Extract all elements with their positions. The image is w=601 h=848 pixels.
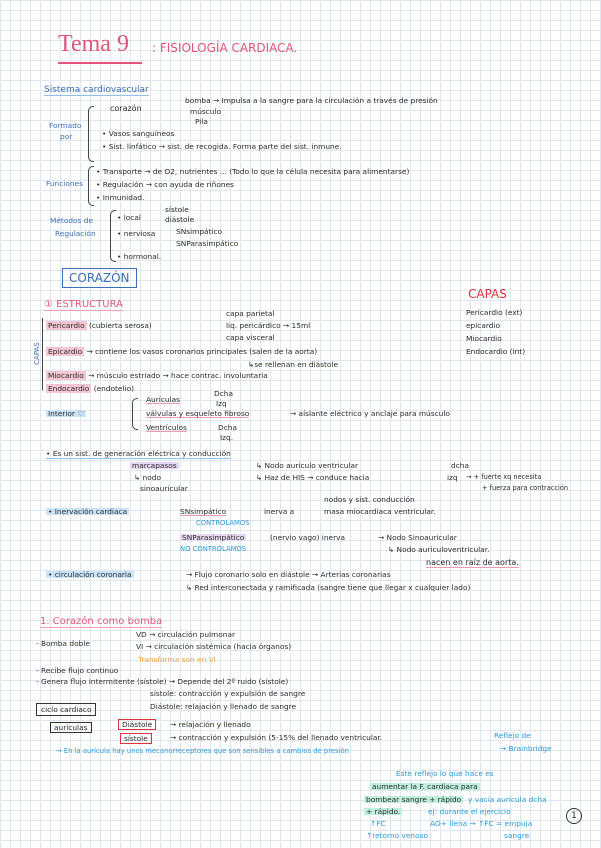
capas-item: Endocardio (int) <box>466 347 526 356</box>
capas-side-label: CAPAS <box>32 342 41 365</box>
hormonal-text: • hormonal. <box>117 252 162 261</box>
snsimpatico-text: SNsimpático <box>176 227 223 236</box>
endocardio-term: Endocardio <box>48 384 90 393</box>
nodo-av: ↳ Nodo auriculo ventricular <box>256 461 359 470</box>
inerv-nodo-av: ↳ Nodo auriculoventricular. <box>388 545 490 554</box>
aur-dcha: Dcha <box>214 389 233 398</box>
reflejo-fc: ↑FC <box>370 819 386 828</box>
diastole-box: Diástole <box>118 719 156 730</box>
transporte-text: • Transporte → de O2, nutrientes ... (Todo lo que la célula necesita para alimentarse) <box>96 167 410 176</box>
epicardio-row <box>46 348 317 355</box>
formado-label-1: Formado <box>49 121 82 130</box>
haz-fuerte: → + fuerte xq necesita <box>466 473 542 481</box>
page-number: 1 <box>566 808 582 824</box>
bomba-doble: - Bomba doble <box>36 639 90 648</box>
pila-text: Pila <box>195 117 208 126</box>
bomba-vd: VD → circulación pulmonar <box>136 630 236 639</box>
brainbridge: → Brainbridge <box>500 744 552 753</box>
reflejo-retorno: ↑retorno venoso <box>366 831 428 840</box>
endocardio-desc: (endotelio) <box>93 384 134 393</box>
ciclo-diastole: Diástole: relajación y llenado de sangre <box>150 702 297 711</box>
corazon-item: corazón <box>110 104 142 113</box>
funciones-brace <box>88 166 94 206</box>
electrico-intro-text: • Es un sist. de generación eléctrica y conducción <box>46 449 231 458</box>
snparasimpatico-text: SNParasimpático <box>176 239 239 248</box>
haz-his: ↳ Haz de HIS → conduce hacia <box>256 473 370 482</box>
nodos-conduccion: nodos y sist. conducción <box>324 495 415 504</box>
mecanorreceptores: → En la aurícula hay unos mecanorreceptores que son sensibles a cambios de presión <box>56 747 349 755</box>
bomba-heading: 1. Corazón como bomba <box>40 616 163 627</box>
reflejo-vacia: y vacía aurícula dcha <box>468 795 547 804</box>
inervacion-label: • Inervación cardiaca <box>48 507 128 516</box>
circulacion-label: • circulación coronaria <box>48 570 132 579</box>
reflejo-aumentar: aumentar la F. cardiaca para <box>372 782 478 791</box>
sistema-heading: Sistema cardiovascular <box>44 85 149 95</box>
auriculas-term: Aurículas <box>146 395 181 404</box>
bomba-text: bomba → Impulsa a la sangre para la circulación a través de presión <box>185 96 438 105</box>
nacen-aorta: nacen en raíz de aorta. <box>426 558 519 567</box>
valvulas-desc: → aíslante eléctrico y anclaje para músculo <box>290 409 450 418</box>
circulacion-red: ↳ Red interconectada y ramificada (sangre tiene que llegar x cualquier lado) <box>186 583 471 592</box>
no-controlamos: NO CONTROLAMOS <box>180 545 247 553</box>
estructura-heading: ① ESTRUCTURA <box>44 299 123 310</box>
epicardio-term: Epicardio <box>48 347 83 356</box>
diastole-text: diástole <box>165 215 195 224</box>
nervio-vago: (nervio vago) inerva <box>270 533 346 542</box>
reflejo-formula: AO+ llena → ↑FC = empuja <box>430 819 533 828</box>
inmunidad-text: • Inmunidad. <box>96 193 145 202</box>
reflejo-sangre: sangre <box>504 831 530 840</box>
sistole-desc: → contracción y expulsión (5-15% del llenado ventricular. <box>170 733 383 742</box>
vasos-text: • Vasos sanguíneos <box>102 129 175 138</box>
capas-item: epicardio <box>466 321 501 330</box>
liq-pericardico: liq. pericárdico → 15ml <box>226 321 311 330</box>
sist-electrico-intro <box>46 450 231 457</box>
reflejo-este: Este reflejo lo que hace es <box>396 769 494 778</box>
corazon-box: CORAZÓN <box>62 268 137 288</box>
metodos-label-2: Regulación <box>55 229 96 238</box>
se-rellenan: ↳se rellenan en diástole <box>248 360 338 369</box>
metodos-brace <box>110 210 116 262</box>
inerv-snsimpatico: SNsimpático <box>180 507 227 516</box>
auriculas-box: aurículas <box>50 722 92 733</box>
funciones-label: Funciones <box>46 179 83 188</box>
bomba-recibe: - Recibe flujo continuo <box>36 666 119 675</box>
formado-label-2: por <box>60 132 73 141</box>
reflejo-rapido: + rápido. <box>366 807 401 816</box>
capas-title: CAPAS <box>468 287 507 301</box>
pericardio-term: Pericardio <box>48 321 85 330</box>
ciclo-sistole: sístole: contracción y expulsión de sangre <box>150 689 306 698</box>
marcapasos: marcapasos <box>132 461 177 470</box>
nodo-sa-2: sinoauricular <box>140 484 188 493</box>
epicardio-desc: → contiene los vasos coronarios principales (salen de la aorta) <box>86 347 318 356</box>
pericardio-desc: (cubierta serosa) <box>88 321 152 330</box>
local-text: • local <box>117 213 141 222</box>
circulacion-flujo: → Flujo coronario solo en diástole → Arterias coronarias <box>186 570 391 579</box>
nodo-sa-1: ↳ nodo <box>134 473 161 482</box>
miocardio-desc: → músculo estriado → hace contrac. involuntaria <box>88 371 268 380</box>
haz-izq: izq <box>447 473 458 482</box>
metodos-label-1: Métodos de <box>50 216 93 225</box>
reflejo-bombear: bombear sangre + rápido <box>366 795 462 804</box>
inerv-snparasimpatico: SNParasimpático <box>182 533 245 542</box>
miocardio-term: Miocardio <box>48 371 84 380</box>
musculo-text: músculo <box>190 107 222 116</box>
reflejo-ej: ej: durante el ejercicio <box>428 807 511 816</box>
masa-miocardiaca: masa miocardiaca ventricular. <box>324 507 436 516</box>
capas-item: Miocardio <box>466 334 502 343</box>
ventriculos-term: Ventrículos <box>146 423 187 432</box>
ciclo-cardiaco: ciclo cardiaco <box>36 703 96 716</box>
haz-dcha: dcha <box>451 461 469 470</box>
controlamos: CONTROLAMOS <box>196 519 250 527</box>
ven-izq: Izq. <box>220 433 234 442</box>
ven-dcha: Dcha <box>218 423 237 432</box>
miocardio-row <box>46 372 268 379</box>
reflejo-label: Reflejo de <box>494 731 531 740</box>
endocardio-row <box>46 385 134 392</box>
nerviosa-text: • nerviosa <box>117 229 156 238</box>
sistole-text: sístole <box>165 205 189 214</box>
capa-parietal: capa parietal <box>226 309 275 318</box>
pericardio-row <box>46 322 152 329</box>
bomba-transforma: Transforma son en VI <box>138 655 216 664</box>
capas-side-line <box>42 318 43 390</box>
formado-brace <box>88 106 94 162</box>
diastole-desc: → relajación y llenado <box>170 720 251 729</box>
linfatico-text: • Sist. linfático → sist. de recogida. Forma parte del sist. inmune. <box>102 142 342 151</box>
interior-brace <box>132 398 138 430</box>
inerva-a: inerva a <box>264 507 295 516</box>
capa-visceral: capa visceral <box>226 333 275 342</box>
valvulas-term: válvulas y esqueleto fibroso <box>146 409 250 418</box>
title-number: Tema 9 <box>58 31 129 57</box>
bomba-genera: - Genera flujo intermitente (sístole) → Depende del 2º ruido (sístole) <box>36 677 289 686</box>
title-text: : FISIOLOGÍA CARDIACA. <box>152 41 298 55</box>
haz-fuerza: + fuerza para contracción <box>482 484 569 492</box>
inerv-nodo-sa: → Nodo Sinoauricular <box>378 533 457 542</box>
interior-label: Interior ♡ <box>48 409 84 418</box>
bomba-vi: VI → circulación sistémica (hacia órganos) <box>136 642 292 651</box>
capas-item: Pericardio (ext) <box>466 308 523 317</box>
regulacion-text: • Regulación → con ayuda de riñones <box>96 180 234 189</box>
title-underline <box>58 62 142 64</box>
aur-izq: Izq <box>216 399 227 408</box>
sistole-box: sístole <box>120 733 152 744</box>
